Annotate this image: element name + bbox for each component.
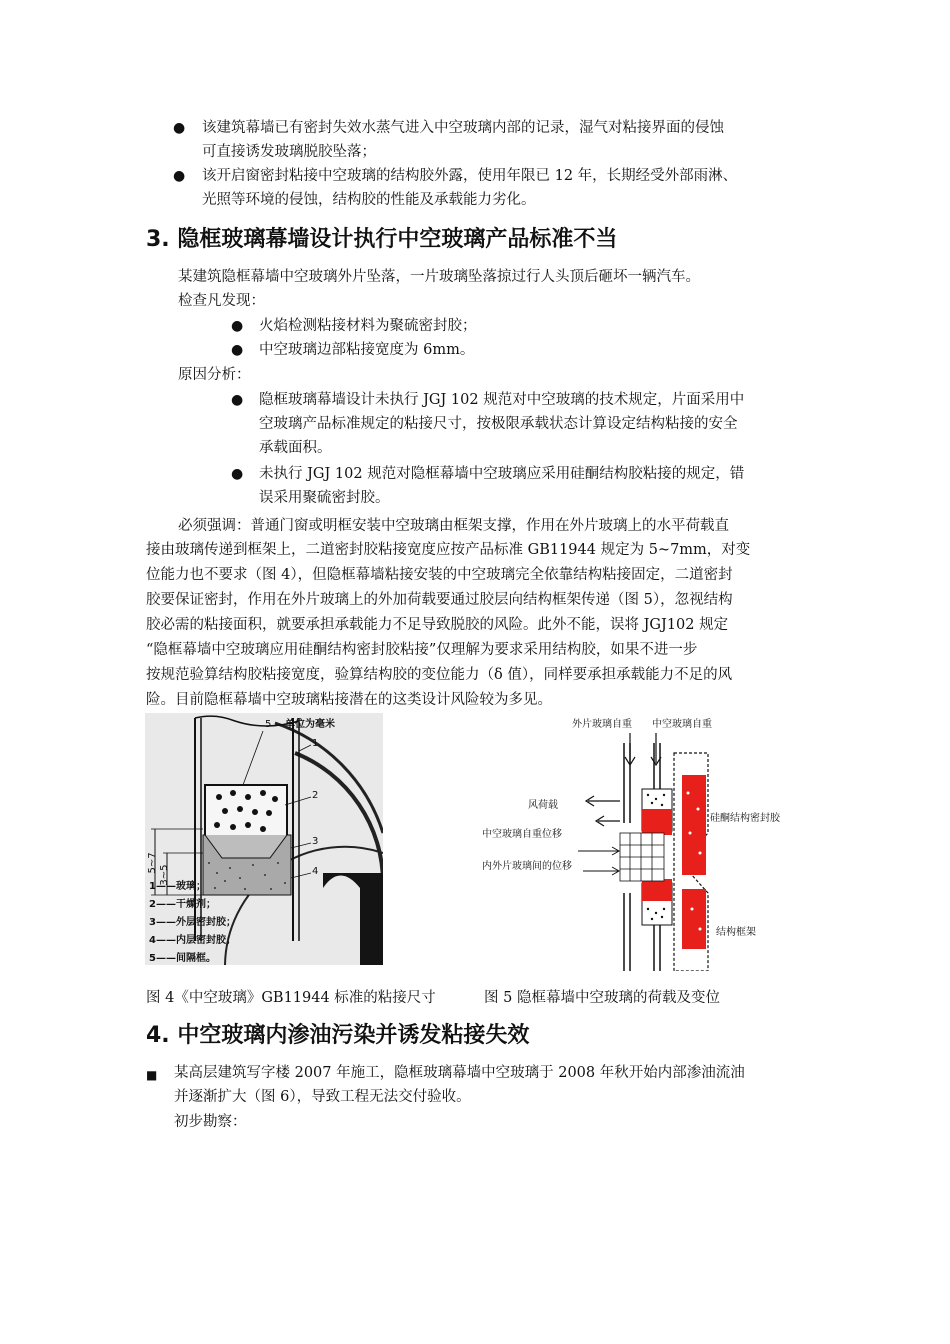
square-bullet: ■	[146, 1068, 158, 1082]
legend-item: 5——间隔框。	[149, 953, 216, 964]
bullet-text: 该开启窗密封粘接中空玻璃的结构胶外露，使用年限已 12 年，长期经受外部雨淋、	[202, 168, 738, 184]
bullet-text: 可直接诱发玻璃脱胶坠落；	[202, 144, 376, 160]
silicone-label: 硅酮结构密封胶	[710, 813, 780, 824]
bullet-dot: ●	[231, 342, 244, 358]
cause-item: 承载面积。	[259, 440, 332, 456]
frame-label: 结构框架	[716, 927, 756, 938]
bullet-text: 该建筑幕墙已有密封失效水蒸气进入中空玻璃内部的记录，湿气对粘接界面的侵蚀	[202, 120, 724, 136]
survey-label: 初步勘察：	[174, 1114, 247, 1130]
bullet-dot: ●	[231, 466, 244, 482]
ig-disp-label: 中空玻璃自重位移	[482, 829, 562, 840]
check-label: 检查凡发现：	[178, 293, 265, 309]
cause-item: 隐框玻璃幕墙设计未执行 JGJ 102 规范对中空玻璃的技术规定，片面采用中	[259, 392, 745, 408]
figure-5-caption: 图 5 隐框幕墙中空玻璃的荷载及变位	[484, 990, 720, 1006]
emphasis-line: 险。目前隐框幕墙中空玻璃粘接潜在的这类设计风险较为多见。	[146, 692, 552, 708]
section-heading: 3. 隐框玻璃幕墙设计执行中空玻璃产品标准不当	[146, 227, 618, 252]
cause-label: 原因分析：	[178, 367, 251, 383]
dim-inner-label: 3~5	[159, 864, 170, 886]
legend-item: 2——干燥剂；	[149, 899, 216, 910]
outer-weight-label: 外片玻璃自重	[572, 719, 632, 730]
cause-item: 误采用聚硫密封胶。	[259, 490, 390, 506]
bullet-dot: ●	[173, 120, 186, 136]
section-item: 并逐渐扩大（图 6），导致工程无法交付验收。	[174, 1089, 471, 1105]
legend-item: 3——外层密封胶；	[149, 917, 236, 928]
bullet-text: 光照等环境的侵蚀，结构胶的性能及承载能力劣化。	[202, 192, 536, 208]
callout-number: 2	[312, 790, 319, 801]
emphasis-line: 按规范验算结构胶粘接宽度，验算结构胶的变位能力（δ 值），同样要承担承载能力不足的风	[146, 667, 733, 683]
bullet-dot: ●	[231, 318, 244, 334]
ig-weight-label: 中空玻璃自重	[652, 719, 712, 730]
bullet-dot: ●	[231, 392, 244, 408]
figure-4-diagram	[145, 713, 383, 965]
legend-item: 1——玻璃；	[149, 881, 206, 892]
emphasis-line: 胶要保证密封，作用在外片玻璃上的外加荷载要通过胶层向结构框架传递（图 5），忽视结构	[146, 592, 733, 608]
bullet-dot: ●	[173, 168, 186, 184]
check-item: 中空玻璃边部粘接宽度为 6mm。	[259, 342, 475, 358]
cause-item: 未执行 JGJ 102 规范对隐框幕墙中空玻璃应采用硅酮结构胶粘接的规定，错	[259, 466, 745, 482]
section-item: 某高层建筑写字楼 2007 年施工，隐框玻璃幕墙中空玻璃于 2008 年秋开始内部渗油流油	[174, 1065, 745, 1081]
emphasis-line: 胶必需的粘接面积，就要承担承载能力不足导致脱胶的风险。此外不能，误将 JGJ102 规定	[146, 617, 729, 633]
emphasis-line: 接由玻璃传递到框架上，二道密封胶粘接宽度应按产品标准 GB11944 规定为 5~7mm，对变	[146, 542, 751, 558]
emphasis-line: “隐框幕墙中空玻璃应用硅酮结构密封胶粘接”仅理解为要求采用结构胶，如果不进一步	[146, 642, 698, 658]
section-heading: 4. 中空玻璃内渗油污染并诱发粘接失效	[146, 1023, 530, 1048]
check-item: 火焰检测粘接材料为聚硫密封胶；	[259, 318, 477, 334]
callout-number: 5	[265, 719, 272, 730]
unit-label: 单位为毫米	[285, 719, 335, 730]
legend-item: 4——内层密封胶；	[149, 935, 236, 946]
inner-outer-disp-label: 内外片玻璃间的位移	[482, 861, 572, 872]
callout-number: 4	[312, 866, 319, 877]
callout-number: 3	[312, 836, 319, 847]
section-intro: 某建筑隐框幕墙中空玻璃外片坠落，一片玻璃坠落掠过行人头顶后砸坏一辆汽车。	[178, 269, 700, 285]
dim-outer-label: 5~7	[147, 852, 158, 874]
emphasis-line: 位能力也不要求（图 4），但隐框幕墙粘接安装的中空玻璃完全依靠结构粘接固定，二道密封	[146, 567, 733, 583]
emphasis-line: 必须强调：普通门窗或明框安装中空玻璃由框架支撑，作用在外片玻璃上的水平荷载直	[178, 518, 729, 534]
cause-item: 空玻璃产品标准规定的粘接尺寸，按极限承载状态计算设定结构粘接的安全	[259, 416, 738, 432]
wind-load-label: 风荷载	[528, 800, 558, 811]
figure-5-diagram	[478, 713, 798, 971]
figure-4-caption: 图 4《中空玻璃》GB11944 标准的粘接尺寸	[146, 990, 436, 1006]
callout-number: 1	[312, 738, 319, 749]
